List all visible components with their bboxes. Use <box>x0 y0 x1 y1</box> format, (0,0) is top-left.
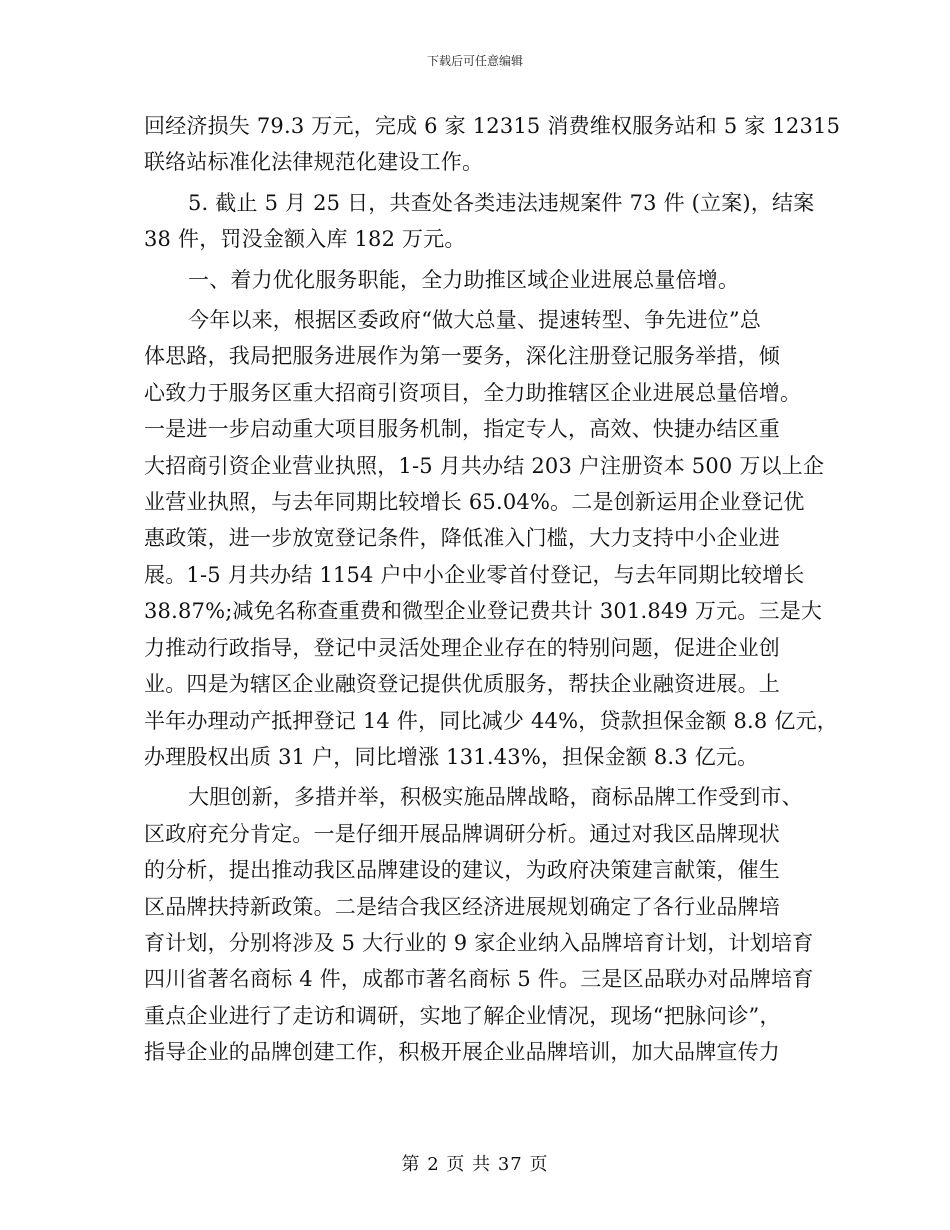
text-line: 办理股权出质 31 户，同比增涨 131.43%，担保金额 8.3 亿元。 <box>144 744 759 769</box>
paragraph <box>144 302 838 775</box>
text-line: 38 件，罚没金额入库 182 万元。 <box>144 227 466 252</box>
text-line: 展。1-5 月共办结 1154 户中小企业零首付登记，与去年同期比较增长 <box>144 562 805 587</box>
text-line: 心致力于服务区重大招商引资项目，全力助推辖区企业进展总量倍增。 <box>144 380 802 405</box>
text-line: 半年办理动产抵押登记 14 件，同比减少 44%，贷款担保金额 8.8 亿元， <box>144 708 838 733</box>
text-line: 区政府充分肯定。一是仔细开展品牌调研分析。通过对我区品牌现状 <box>144 821 780 846</box>
text-line: 38.87%;减免名称查重费和微型企业登记费共计 301.849 万元。三是大 <box>144 599 823 624</box>
text-line: 今年以来，根据区委政府“做大总量、提速转型、争先进位”总 <box>188 308 762 333</box>
text-line: 重点企业进行了走访和调研，实地了解企业情况，现场“把脉问诊”， <box>144 1003 781 1028</box>
page-number-text: 第 2 页 共 37 页 <box>401 1154 549 1175</box>
text-line: 业营业执照，与去年同期比较增长 65.04%。二是创新运用企业登记优 <box>144 490 805 515</box>
text-line: 联络站标准化法律规范化建设工作。 <box>144 150 484 175</box>
text-line: 的分析，提出推动我区品牌建设的建议，为政府决策建言献策，催生 <box>144 858 780 883</box>
text-line: 大胆创新，多措并举，积极实施品牌战略，商标品牌工作受到市、 <box>188 785 803 810</box>
text-line: 一是进一步启动重大项目服务机制，指定专人，高效、快捷办结区重 <box>144 417 780 442</box>
text-line: 力推动行政指导，登记中灵活处理企业存在的特别问题，促进企业创 <box>144 635 780 660</box>
text-line: 指导企业的品牌创建工作，积极开展企业品牌培训，加大品牌宣传力 <box>144 1040 780 1065</box>
text-line: 回经济损失 79.3 万元，完成 6 家 12315 消费维权服务站和 5 家 12315 <box>144 114 841 138</box>
text-line: 区品牌扶持新政策。二是结合我区经济进展规划确定了各行业品牌培 <box>144 894 780 919</box>
text-line: 业。四是为辖区企业融资登记提供优质服务，帮扶企业融资进展。上 <box>144 672 780 697</box>
text-line: 四川省著名商标 4 件，成都市著名商标 5 件。三是区品联办对品牌培育 <box>144 967 814 992</box>
text-line: 惠政策，进一步放宽登记条件，降低准入门槛，大力支持中小企业进 <box>144 526 780 551</box>
text-line: 一、着力优化服务职能，全力助推区域企业进展总量倍增。 <box>188 267 740 292</box>
header-text: 下载后可任意编辑 <box>426 54 523 68</box>
paragraph <box>144 108 841 181</box>
text-line: 体思路，我局把服务进展作为第一要务，深化注册登记服务举措，倾 <box>144 344 780 369</box>
text-line: 5. 截止 5 月 25 日，共查处各类违法违规案件 73 件 (立案)，结案 <box>188 190 815 215</box>
text-line: 大招商引资企业营业执照，1-5 月共办结 203 户注册资本 500 万以上企 <box>144 453 825 478</box>
document-body <box>144 108 841 1075</box>
text-line: 育计划，分别将涉及 5 大行业的 9 家企业纳入品牌培育计划，计划培育 <box>144 930 814 955</box>
paragraph <box>144 779 814 1070</box>
paragraph <box>144 185 815 258</box>
page-footer <box>0 1153 950 1177</box>
section-heading <box>144 262 800 298</box>
page-header <box>0 53 950 69</box>
